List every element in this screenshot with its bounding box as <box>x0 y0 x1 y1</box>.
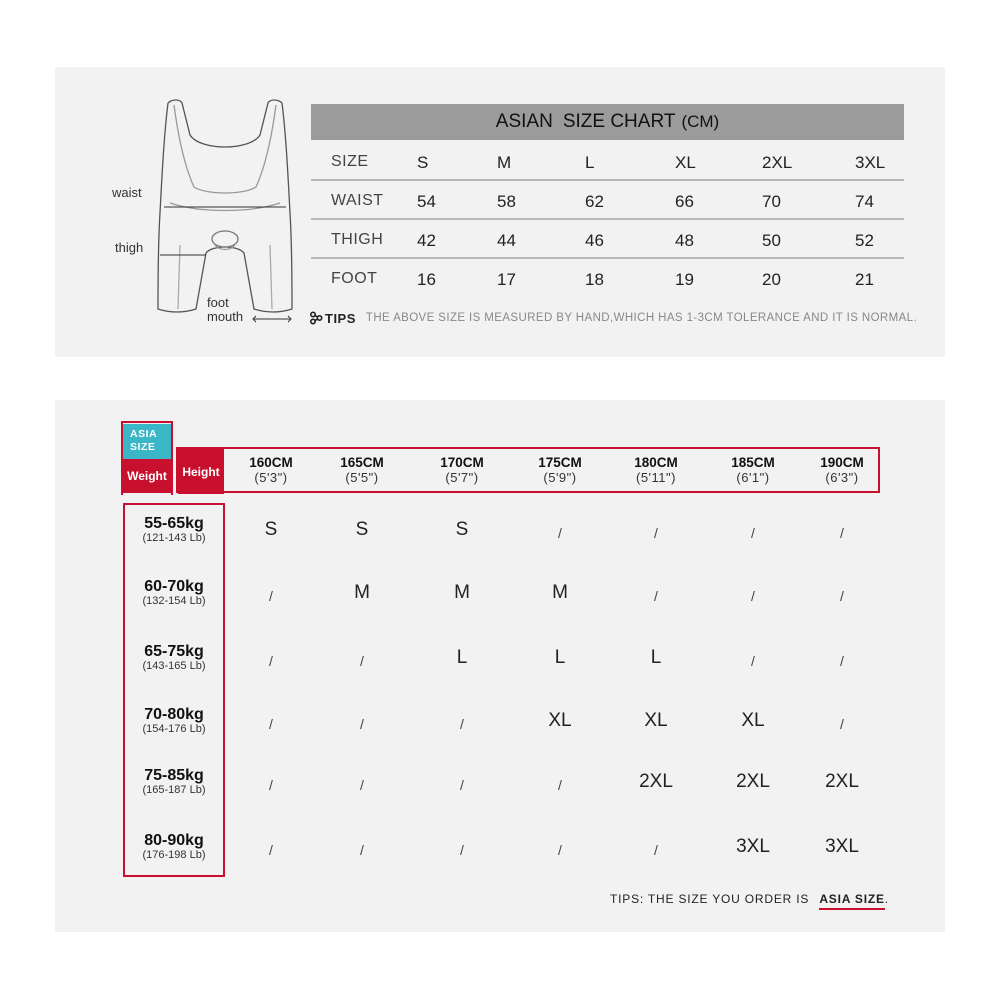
size-recommendation-cell: / <box>269 842 273 858</box>
title-word-asian: ASIAN <box>495 111 553 132</box>
size-table-cell: 3XL <box>855 153 886 172</box>
size-table-row <box>311 181 904 220</box>
foot-label-line1: foot <box>207 295 229 310</box>
weight-row-header <box>125 767 223 797</box>
share-nodes-icon <box>309 311 323 325</box>
height-cm: 180CM <box>634 455 678 470</box>
size-recommendation-cell: / <box>269 653 273 669</box>
asia-size-line2: SIZE <box>130 441 156 453</box>
size-table-cell: 50 <box>762 231 781 250</box>
height-feet: (5'3") <box>254 470 288 485</box>
weight-kg: 60-70kg <box>144 578 204 595</box>
size-recommendation-cell: 2XL <box>825 771 859 792</box>
size-recommendation-cell: / <box>558 525 562 541</box>
size-recommendation-cell: M <box>454 582 470 603</box>
size-recommendation-cell: / <box>751 653 755 669</box>
weight-lb: (154-176 Lb) <box>142 723 206 735</box>
weight-header-badge: Weight <box>123 459 171 493</box>
size-recommendation-cell: S <box>264 519 278 540</box>
title-word-size-chart: SIZE CHART <box>562 111 676 132</box>
size-recommendation-cell: S <box>355 519 369 540</box>
height-feet: (6'1") <box>736 470 770 485</box>
size-recommendation-cell: / <box>840 525 844 541</box>
size-table-cell: S <box>417 153 429 172</box>
weight-kg: 55-65kg <box>144 515 204 532</box>
size-table-cell: 54 <box>417 192 436 211</box>
size-recommendation-cell: / <box>654 525 658 541</box>
size-recommendation-cell: / <box>751 525 755 541</box>
size-table-cell: 2XL <box>762 153 793 172</box>
waist-measure-label: waist <box>112 185 142 200</box>
size-recommendation-cell: / <box>751 588 755 604</box>
size-table-cell: L <box>585 153 595 172</box>
size-recommendation-cell: XL <box>741 710 765 731</box>
size-table-cell: 48 <box>675 231 694 250</box>
size-table-cell: 19 <box>675 270 694 289</box>
size-table-row-label: SIZE <box>331 153 369 170</box>
size-recommendation-cell: / <box>269 588 273 604</box>
size-table-cell: XL <box>675 153 696 172</box>
size-table-cell: 42 <box>417 231 436 250</box>
size-table-cell: 44 <box>497 231 516 250</box>
size-recommendation-cell: / <box>360 716 364 732</box>
size-recommendation-cell: 2XL <box>736 771 770 792</box>
size-table-cell: 17 <box>497 270 516 289</box>
size-measure-table <box>311 142 904 298</box>
weight-lb: (143-165 Lb) <box>142 660 206 672</box>
weight-kg: 75-85kg <box>144 767 204 784</box>
weight-row-header <box>125 706 223 736</box>
size-chart-panel <box>55 67 945 357</box>
weight-row-header <box>125 578 223 608</box>
height-cm: 170CM <box>440 455 484 470</box>
size-recommendation-cell: / <box>558 777 562 793</box>
size-table-cell: 70 <box>762 192 781 211</box>
height-column-header <box>226 455 316 485</box>
height-column-header <box>797 455 887 485</box>
height-cm: 190CM <box>820 455 864 470</box>
height-cm: 175CM <box>538 455 582 470</box>
order-size-tip <box>610 892 889 906</box>
size-recommendation-cell: / <box>460 842 464 858</box>
size-table-row <box>311 220 904 259</box>
height-column-header <box>611 455 701 485</box>
size-table-cell: 21 <box>855 270 874 289</box>
fit-chart-panel <box>55 400 945 932</box>
height-feet: (6'3") <box>825 470 859 485</box>
size-table-cell: 16 <box>417 270 436 289</box>
weight-row-header <box>125 832 223 862</box>
size-recommendation-cell: / <box>654 588 658 604</box>
size-recommendation-cell: 2XL <box>639 771 673 792</box>
size-recommendation-cell: M <box>354 582 370 603</box>
size-table-cell: 62 <box>585 192 604 211</box>
height-cm: 185CM <box>731 455 775 470</box>
size-table-row <box>311 259 904 298</box>
size-recommendation-cell: S <box>455 519 469 540</box>
weight-lb: (165-187 Lb) <box>142 784 206 796</box>
size-recommendation-cell: / <box>269 716 273 732</box>
height-column-header <box>417 455 507 485</box>
tips-text: THE ABOVE SIZE IS MEASURED BY HAND,WHICH HAS 1-3CM TOLERANCE AND IT IS NORMAL. <box>365 312 918 324</box>
size-table-row-label: THIGH <box>331 231 384 248</box>
size-recommendation-cell: / <box>360 653 364 669</box>
weight-kg: 65-75kg <box>144 643 204 660</box>
size-table-cell: 74 <box>855 192 874 211</box>
height-header-badge: Height <box>178 449 224 494</box>
size-recommendation-cell: L <box>650 647 662 668</box>
size-recommendation-cell: 3XL <box>736 836 770 857</box>
size-table-cell: M <box>497 153 512 172</box>
weight-row-header <box>125 515 223 545</box>
size-recommendation-cell: / <box>654 842 658 858</box>
size-recommendation-cell: XL <box>644 710 668 731</box>
size-recommendation-cell: / <box>460 716 464 732</box>
title-word-unit: (CM) <box>681 112 720 131</box>
weight-kg: 70-80kg <box>144 706 204 723</box>
size-recommendation-cell: / <box>360 777 364 793</box>
order-tip-prefix: TIPS: THE SIZE YOU ORDER IS <box>610 892 810 906</box>
height-feet: (5'7") <box>445 470 479 485</box>
foot-mouth-measure-label <box>207 296 243 324</box>
size-table-row-label: FOOT <box>331 270 378 287</box>
tips-row <box>309 309 919 327</box>
weight-lb: (132-154 Lb) <box>142 595 206 607</box>
weight-lb: (176-198 Lb) <box>142 849 206 861</box>
height-feet: (5'5") <box>345 470 379 485</box>
height-feet: (5'11") <box>636 470 676 485</box>
order-tip-asia-size: ASIA SIZE <box>819 892 884 910</box>
size-table-cell: 20 <box>762 270 781 289</box>
size-recommendation-cell: / <box>840 716 844 732</box>
size-table-cell: 58 <box>497 192 516 211</box>
asia-size-line1: ASIA <box>130 428 158 440</box>
size-chart-title-bar <box>311 104 904 140</box>
size-recommendation-cell: / <box>558 842 562 858</box>
size-table-cell: 18 <box>585 270 604 289</box>
foot-label-line2: mouth <box>207 309 244 324</box>
size-recommendation-cell: XL <box>548 710 572 731</box>
thigh-measure-label: thigh <box>115 240 144 255</box>
size-recommendation-cell: / <box>360 842 364 858</box>
height-column-header <box>515 455 605 485</box>
height-cm: 160CM <box>249 455 293 470</box>
height-column-header <box>317 455 407 485</box>
size-recommendation-cell: M <box>552 582 568 603</box>
weight-lb: (121-143 Lb) <box>142 532 206 544</box>
height-column-header <box>708 455 798 485</box>
asia-size-badge <box>123 424 171 459</box>
size-recommendation-cell: / <box>269 777 273 793</box>
weight-row-header <box>125 643 223 673</box>
height-cm: 165CM <box>340 455 384 470</box>
size-recommendation-cell: / <box>840 653 844 669</box>
size-table-cell: 52 <box>855 231 874 250</box>
size-recommendation-cell: / <box>460 777 464 793</box>
order-tip-suffix: . <box>884 892 889 906</box>
size-table-row <box>311 142 904 181</box>
size-recommendation-cell: L <box>554 647 566 668</box>
size-recommendation-cell: L <box>456 647 468 668</box>
weight-kg: 80-90kg <box>144 832 204 849</box>
size-table-row-label: WAIST <box>331 192 384 209</box>
tips-label: TIPS <box>325 310 356 326</box>
height-feet: (5'9") <box>543 470 577 485</box>
size-recommendation-cell: 3XL <box>825 836 859 857</box>
size-table-cell: 66 <box>675 192 694 211</box>
size-table-cell: 46 <box>585 231 604 250</box>
size-recommendation-cell: / <box>840 588 844 604</box>
weight-rows-frame <box>123 503 225 877</box>
